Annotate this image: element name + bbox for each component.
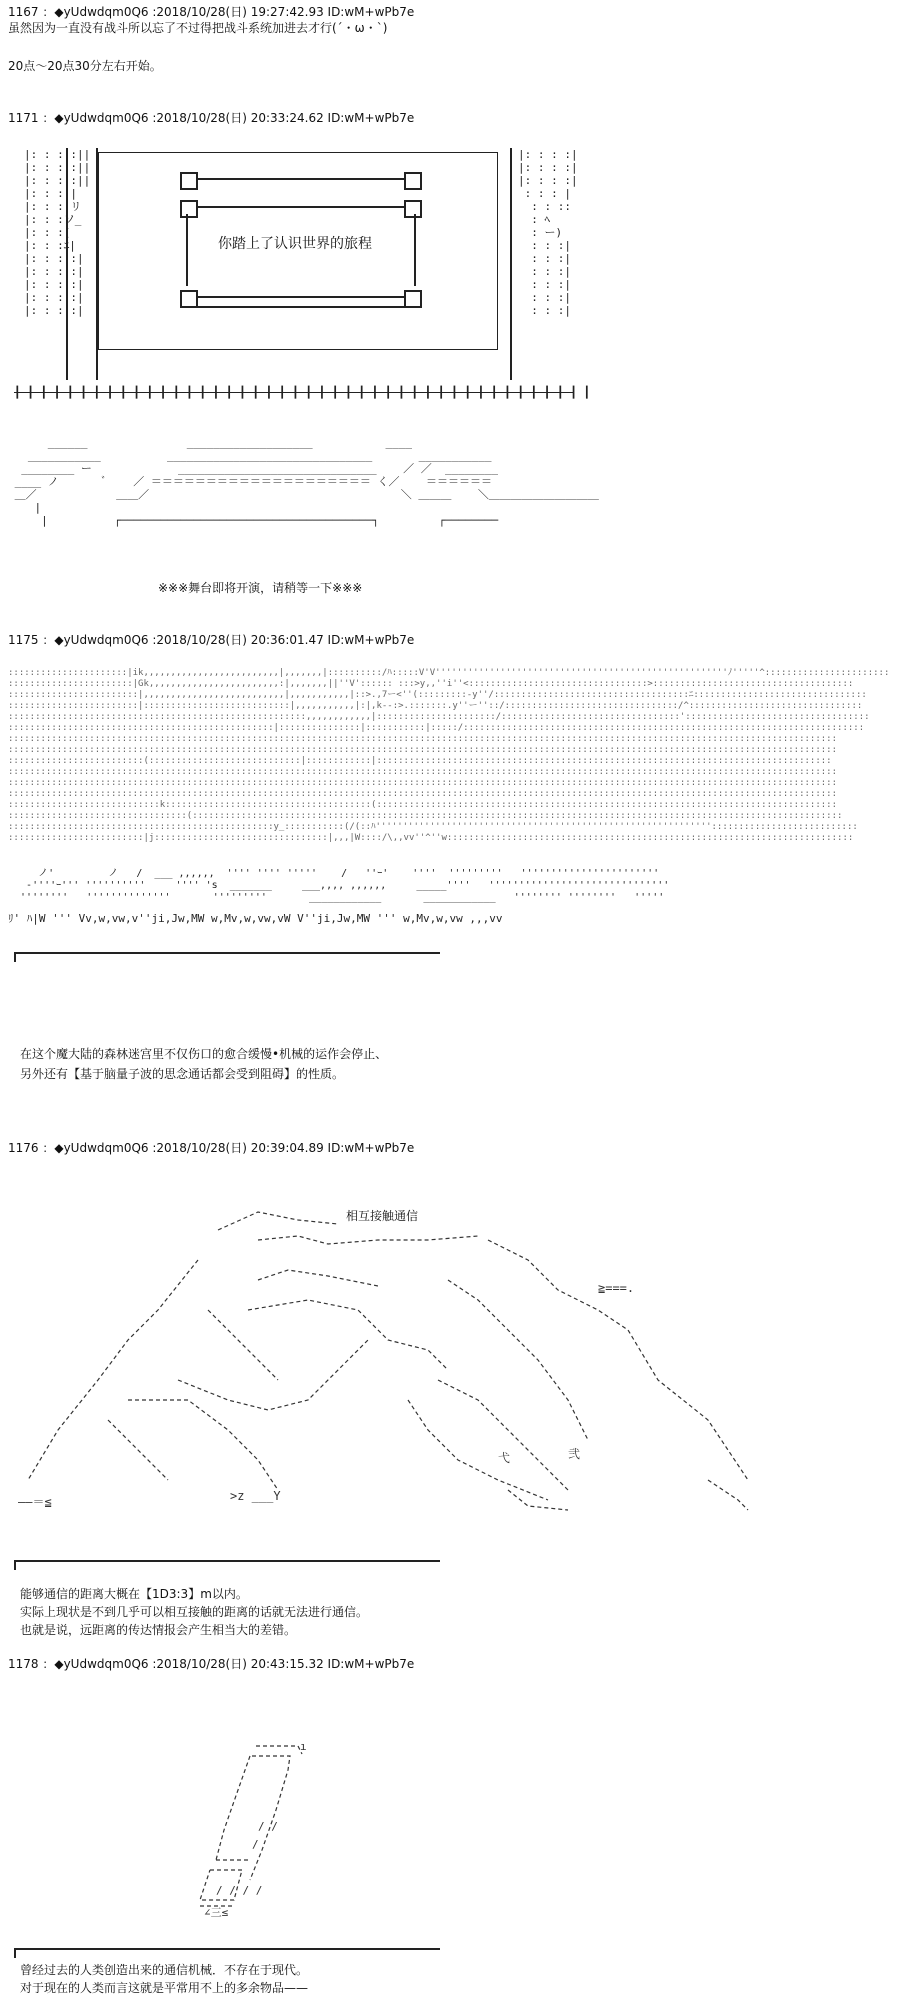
curtain-right-art: |: : : :| |: : : :| |: : : :| : : : | : : :: : ﾍ : ー) : : :| : : :| : : :| : : :| : : :| : : :| (518, 148, 578, 317)
svg-text:弐: 弐 (568, 1447, 581, 1461)
scroll-knob (404, 200, 422, 218)
audience-art: ______ ___________________ ____ ___________ _______________________________ ___________ ________ ー ______________________________ ／ ／ ________ ____ ノ ﾞ ／ ＝＝＝＝＝＝＝＝＝＝＝＝＝＝＝＝＝＝＝＝ く／ ＝＝＝＝＝＝ ＿／ ＿＿／ ＼ ＿＿＿ ＼＿＿＿＿＿＿＿＿＿＿ | | ┌──────────────────────────────────────┐ ┌──────── (14, 436, 599, 527)
scroll-side (186, 214, 188, 286)
post-header: 1175 ：◆yUdwdqm0Q6 :2018/10/28(日) 20:36:01.47 ID:wM+wPb7e (8, 633, 415, 647)
scroll-knob (404, 172, 422, 190)
svg-text:∠三≤: ∠三≤ (204, 1906, 229, 1919)
scroll-knob (404, 290, 422, 308)
scroll-rod-top2 (186, 206, 416, 208)
narration-rule (14, 952, 440, 954)
scroll-side (414, 214, 416, 286)
post-line: 实际上现状是不到几乎可以相互接触的距离的话就无法进行通信。 (20, 1605, 369, 1619)
svg-text:/: / (252, 1838, 259, 1851)
stage-floor-art: ┃ ┃ ┃ ┃ ┃ ┃ ┃ ┃ ┃ ┃ ┃ ┃ ┃ ┃ ┃ ┃ ┃ ┃ ┃ ┃ ┃ ┃ ┃ ┃ ┃ ┃ ┃ ┃ ┃ ┃ ┃ ┃ ┃ ┃ ┃ ┃ ┃ ┃ ┃ ┃ ┃ ┃ ┃ ┃ (14, 386, 591, 399)
scroll-rod-top (186, 178, 416, 180)
curtain-edge (510, 148, 512, 380)
post-header: 1178 ：◆yUdwdqm0Q6 :2018/10/28(日) 20:43:15.32 ID:wM+wPb7e (8, 1657, 415, 1671)
scroll-knob (180, 172, 198, 190)
svg-text:/ / / /: / / / / (216, 1884, 263, 1897)
narration-rule-cap (14, 1560, 16, 1570)
forest-bottom-line: ﾘ' ﾊ|W ''' Vv,w,vw,v''ji,Jw,MW w,Mv,w,vw,vW V''ji,Jw,MW ''' w,Mv,w,vw ,,,vv (8, 912, 503, 925)
scroll-knob (180, 290, 198, 308)
narration-rule-cap (14, 952, 16, 962)
svg-text:弋: 弋 (498, 1451, 511, 1465)
post-header: 1167 ：◆yUdwdqm0Q6 :2018/10/28(日) 19:27:42.93 ID:wM+wPb7e (8, 5, 415, 19)
curtain-edge (96, 148, 98, 380)
scroll-rod-bottom (186, 296, 416, 298)
post-line: 也就是说，远距离的传达情报会产生相当大的差错。 (20, 1623, 297, 1637)
post-line: 对于现在的人类而言这就是平常用不上的多余物品—— (20, 1981, 309, 1995)
narration-rule (14, 1560, 440, 1562)
scroll-text: 你踏上了认识世界的旅程 (218, 236, 372, 252)
post-line: 曾经过去的人类创造出来的通信机械．不存在于现代。 (20, 1963, 309, 1977)
post-header: 1171 ：◆yUdwdqm0Q6 :2018/10/28(日) 20:33:24.62 ID:wM+wPb7e (8, 111, 415, 125)
narration-rule (14, 1948, 440, 1950)
post-line: 能够通信的距离大概在【1D3:3】m以内。 (20, 1587, 248, 1601)
communicator-device-art (150, 1730, 330, 1920)
svg-text:――＝≦: ――＝≦ (18, 1495, 52, 1509)
post-line: 20点～20点30分左右开始。 (8, 59, 162, 73)
stage-notice: ※※※舞台即将开演，请稍等一下※※※ (158, 581, 363, 595)
curtain-edge (66, 148, 68, 380)
stage-floor-line (14, 392, 574, 393)
svg-text:/ /: / / (258, 1820, 278, 1833)
forest-ground-art: ノ' ノ / ___ ,,,,,, '''' '''' ''''' / ''ｰ' '''' ''''''''' ''''''''''''''''''''''' ‐''''ｰ''' '''''''''' '''' 's _______ ___,,,, ,,,,,, _____'''' '''''''''''''''''''''''''''''' '''''''' '''''''''''''' ''''''''' ____________ ____________ '''''''' '''''''' ''''' (20, 868, 670, 903)
post-line: 虽然因为一直没有战斗所以忘了不过得把战斗系统加进去才行(´・ω・`) (8, 21, 388, 35)
post-header: 1176 ：◆yUdwdqm0Q6 :2018/10/28(日) 20:39:04.89 ID:wM+wPb7e (8, 1141, 415, 1155)
svg-text:>z ___Y: >z ___Y (230, 1489, 281, 1503)
curtain-left-art: |: : : :|| |: : : :|| |: : : :|| |: : :|| |: : ::リ |: : :ソ_ |: : :( |: : :ﾆ| |: : : :| |: : : :| |: : : :| |: : : :| |: : : :| (24, 148, 91, 317)
svg-text:ı: ı (300, 1740, 307, 1753)
narration-rule-cap (14, 1948, 16, 1958)
art-label: 相互接触通信 (346, 1209, 419, 1223)
post-line: 另外还有【基于脑量子波的思念通话都会受到阻碍】的性质。 (20, 1067, 345, 1081)
scroll-knob (180, 200, 198, 218)
forest-art: ::::::::::::::::::::::|ik,,,,,,,,,,,,,,,,,,,,,,,,,|,,,,,,,|::::::::::/ﾊ:::::V'V''''''''''''''''''''''''''''''''''''''''''''''''''''''ﾉ'''''^::::::::::::::::::::::: :::::::::::::::::::::::|Gk,,,,,,,,,,,,,,,,,,,,,,,,:|,,,,,,,||''V':::::: :::>y,,''i''<:::::::::::::::::::::::::::::::::>::::::::::::::::::::::::::::::::::::: ::::::::::::::::::::::::|,,,,,,,,,,,,,,,,,,,,,,,,,,|,,,,,,,,,,,|::>.,7ー<''(:::::::::-y''/::::::::::::::::::::::::::::::::::::ﾆ:::::::::::::::::::::::::::::::: ::::::::::::::::::::::::|:::::::::::::::::::::::::::|,,,,,,,,,,,|:|,k--:>.:::::::.y''ー''::/::::::::::::::::::::::::::::::::/^:::::::::::::::::::::::::::::::: :::::::::::::::::::::::::::::::::::::::::::::::::::::::,,,,,,,,,,,,|::::::::::::::::::::::/:::::::::::::::::::::::::::::::::':::::::::::::::::::::::::::::::::: :::::::::::::::::::::::::::::::::::::::::::::::::|:::::::::::::::|:::::::::::|:::::/:::::::::::::::::::::::::::::::::::::::::::::::::::::::::::::::::::::::::: ::::::::::::::::::::::::::::::::::::::::::::::::::::::::::::::::::::::::::::::::::::::::::::::::::::::::::::::::::::::::::::::::::::::::::::::::::::::::: ::::::::::::::::::::::::::::::::::::::::::::::::::::::::::::::::::::::::::::::::::::::::::::::::::::::::::::::::::::::::::::::::::::::::::::::::::::::::: :::::::::::::::::::::::::(::::::::::::::::::::::::::::|::::::::::::|:::::::::::::::::::::::::::::::::::::::::::::::::::::::::::::::::::::::::::::::::::: ::::::::::::::::::::::::::::::::::::::::::::::::::::::::::::::::::::::::::::::::::::::::::::::::::::::::::::::::::::::::::::::::::::::::::::::::::::::::: ::::::::::::::::::::::::::::::::::::::::::::::::::::::::::::::::::::::::::::::::::::::::::::::::::::::::::::::::::::::::::::::::::::::::::::::::::::::::: ::::::::::::::::::::::::::::::::::::::::::::::::::::::::::::::::::::::::::::::::::::::::::::::::::::::::::::::::::::::::::::::::::::::::::::::::::::::::: ::::::::::::::::::::::::::::k::::::::::::::::::::::::::::::::::::::(::::::::::::::::::::::::::::::::::::::::::::::::::::::::::::::::::::::::::::::::::::: :::::::::::::::::::::::::::::::::(:::::::::::::::::::::::::::::::::::::::::::::::::::::::::::::::::::::::::::::::::::::::::::::::::::::::::::::::::::::::: :::::::::::::::::::::::::::::::::::::::::::::::::y_:::::::::::(/(::ﾊ''''''''''''''''''''''''''''''''''''''''''''''''''''''''''''''::::::::::::::::::::::::::: :::::::::::::::::::::::::|j::::::::::::::::::::::::::::::::|,,,|W::::/\,,vv''^''w::::::::::::::::::::::::::::::::::::::::::::::::::::::::::::::::::::::::::: (8, 668, 890, 843)
scroll-rod-bottom2 (186, 306, 416, 308)
fist-bump-art (8, 1200, 768, 1520)
svg-text:≧===.: ≧===. (598, 1281, 635, 1295)
post-line: 在这个魔大陆的森林迷宫里不仅伤口的愈合缓慢•机械的运作会停止、 (20, 1047, 388, 1061)
